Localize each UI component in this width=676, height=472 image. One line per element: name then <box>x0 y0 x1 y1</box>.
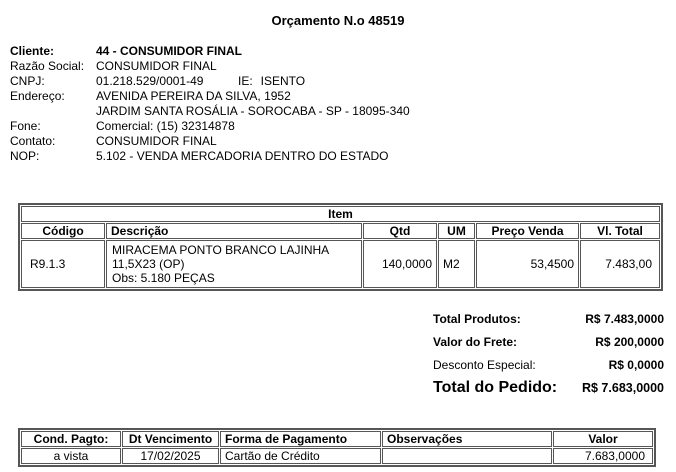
column-header-dt-vencimento: Dt Vencimento <box>122 431 219 447</box>
column-header-qtd: Qtd <box>363 223 437 239</box>
client-info-block <box>10 44 650 164</box>
field-value: 5.102 - VENDA MERCADORIA DENTRO DO ESTADO <box>96 149 389 163</box>
column-header-codigo: Código <box>21 223 105 239</box>
total-label: Total Produtos: <box>433 312 521 326</box>
field-label: Endereço: <box>10 89 65 103</box>
total-value: R$ 200,0000 <box>595 335 664 349</box>
cell-preco-venda: 53,4500 <box>476 240 579 288</box>
column-header-vl-total: Vl. Total <box>580 223 660 239</box>
field-label: Razão Social: <box>10 59 85 73</box>
column-header-forma-pagamento: Forma de Pagamento <box>220 431 381 447</box>
valor-frete-row <box>433 335 664 349</box>
table-row <box>21 448 653 464</box>
column-header-preco-venda: Preço Venda <box>476 223 579 239</box>
payment-table-header-row <box>21 431 653 447</box>
client-row-nop <box>10 149 650 164</box>
total-label: Valor do Frete: <box>433 335 518 349</box>
cell-cond-pagto: a vista <box>21 448 121 464</box>
cell-dt-vencimento: 17/02/2025 <box>122 448 219 464</box>
column-header-valor: Valor <box>553 431 653 447</box>
field-label: CNPJ: <box>10 74 45 88</box>
cell-um: M2 <box>438 240 475 288</box>
cell-descricao <box>106 240 362 288</box>
client-row-fone <box>10 119 650 134</box>
page-title: Orçamento N.o 48519 <box>271 13 405 28</box>
field-label: Fone: <box>10 119 41 133</box>
cell-qtd: 140,0000 <box>363 240 437 288</box>
field-value: CONSUMIDOR FINAL <box>96 134 217 148</box>
totals-section <box>433 312 664 404</box>
field-label: NOP: <box>10 149 40 163</box>
client-row-cnpj <box>10 74 650 89</box>
desconto-especial-row <box>433 358 664 372</box>
descricao-line: Obs: 5.180 PEÇAS <box>112 271 215 285</box>
column-header-cond-pagto: Cond. Pagto: <box>21 431 121 447</box>
total-label: Desconto Especial: <box>433 358 536 372</box>
field-value: JARDIM SANTA ROSÁLIA - SOROCABA - SP - 18095-340 <box>96 104 410 118</box>
item-table <box>18 203 663 291</box>
total-pedido-row <box>433 381 664 395</box>
client-row-contato <box>10 134 650 149</box>
field-value: CONSUMIDOR FINAL <box>96 59 217 73</box>
item-table-title-row <box>21 206 660 222</box>
field-label: Cliente: <box>10 44 55 58</box>
table-row <box>21 240 660 288</box>
cell-vl-total: 7.483,00 <box>580 240 660 288</box>
item-table-header-row <box>21 223 660 239</box>
field-value: 44 - CONSUMIDOR FINAL <box>96 44 243 58</box>
field-label: Contato: <box>10 134 56 148</box>
field-value: Comercial: (15) 32314878 <box>96 119 235 133</box>
cell-observacoes <box>382 448 552 464</box>
column-header-descricao: Descrição <box>106 223 362 239</box>
cell-codigo: R9.1.3 <box>21 240 105 288</box>
total-value: R$ 7.483,0000 <box>585 312 664 326</box>
total-produtos-row <box>433 312 664 326</box>
descricao-line: 11,5X23 (OP) <box>112 257 185 271</box>
total-value: R$ 0,0000 <box>608 358 664 372</box>
client-row-cliente <box>10 44 650 59</box>
column-header-um: UM <box>438 223 475 239</box>
cell-valor: 7.683,0000 <box>553 448 653 464</box>
field-value: 01.218.529/0001-49 <box>96 74 204 88</box>
field-value: AVENIDA PEREIRA DA SILVA, 1952 <box>96 89 291 103</box>
column-header-observacoes: Observações <box>382 431 552 447</box>
descricao-line: MIRACEMA PONTO BRANCO LAJINHA <box>112 243 330 257</box>
cell-forma-pagamento: Cartão de Crédito <box>220 448 381 464</box>
client-row-endereco <box>10 89 650 104</box>
grand-total-label: Total do Pedido: <box>433 379 558 396</box>
client-row-razao-social <box>10 59 650 74</box>
ie-label: IE: <box>238 74 253 88</box>
item-table-title: Item <box>21 206 660 222</box>
ie-value: ISENTO <box>260 74 306 88</box>
payment-table <box>18 428 656 467</box>
client-row-endereco-line2 <box>10 104 650 119</box>
grand-total-value: R$ 7.683,0000 <box>581 381 664 395</box>
